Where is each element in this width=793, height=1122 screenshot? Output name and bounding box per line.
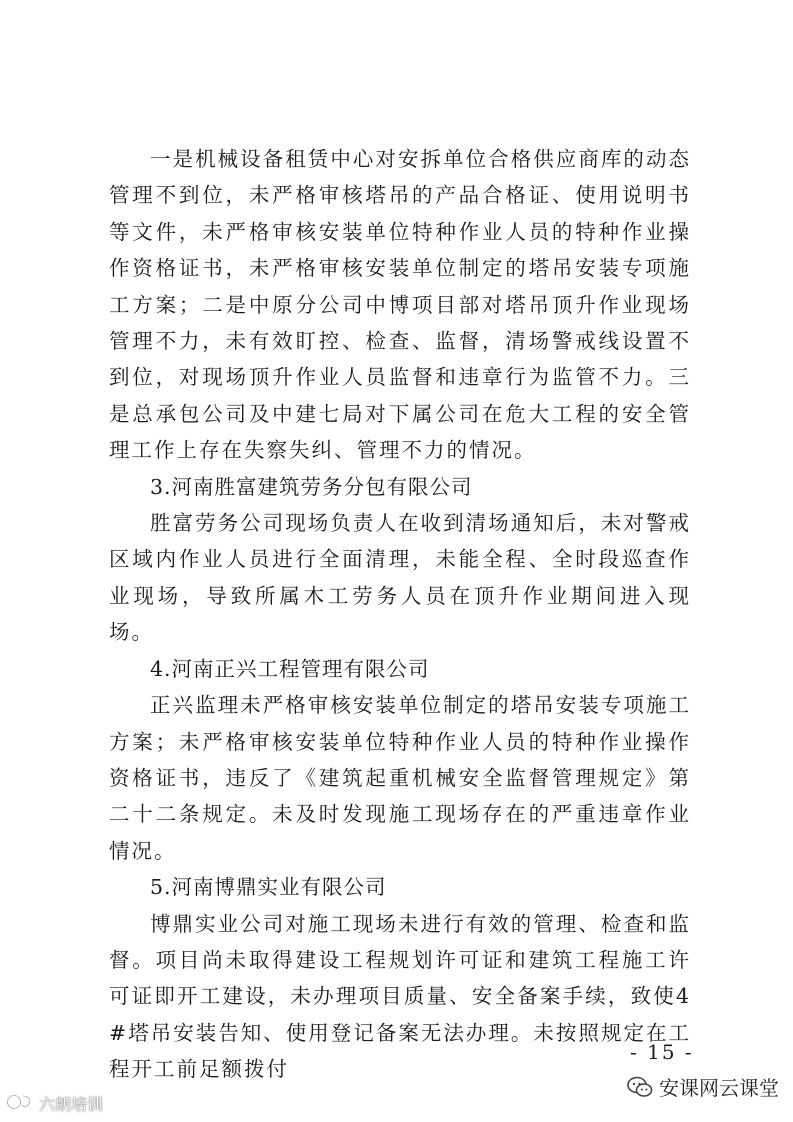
paragraph-3: 正兴监理未严格审核安装单位制定的塔吊安装专项施工方案；未严格审核安装单位特种作业人员的特种作业操作资格证书，违反了《建筑起重机械安全监督管理规定》第二十二条规定。未及时发现施工现场存在的严重违章作业情况。: [109, 693, 691, 863]
paragraph-4: 博鼎实业公司对施工现场未进行有效的管理、检查和监督。项目尚未取得建设工程规划许可证和建筑工程施工许可证即开工建设，未办理项目质量、安全备案手续，致使4#塔吊安装告知、使用登记备案无法办理。未按照规定在工程开工前足额拨付: [109, 911, 691, 1082]
watermark-logo-icon: [6, 1093, 36, 1115]
paragraph-1: 一是机械设备租赁中心对安拆单位合格供应商库的动态管理不到位，未严格审核塔吊的产品合格证、使用说明书等文件，未严格审核安装单位特种作业人员的特种作业操作资格证书，未严格审核安装单位制定的塔吊安装专项施工方案；二是中原分公司中博项目部对塔吊顶升作业现场管理不力，未有效盯控、检查、监督，清场警戒线设置不到位，对现场顶升作业人员监督和违章行为监管不力。三是总承包公司及中建七局对下属公司在危大工程的安全管理工作上存在失察失纠、管理不力的情况。: [109, 147, 691, 463]
section-heading-4: 4.河南正兴工程管理有限公司: [150, 656, 430, 681]
wechat-icon: [627, 1076, 653, 1098]
page-number: - 15 -: [630, 1040, 694, 1064]
watermark-left-text: 六朗培训: [39, 1095, 104, 1114]
section-heading-3: 3.河南胜富建筑劳务分包有限公司: [150, 474, 473, 499]
paragraph-2: 胜富劳务公司现场负责人在收到清场通知后，未对警戒区域内作业人员进行全面清理，未能全程、全时段巡查作业现场，导致所属木工劳务人员在顶升作业期间进入现场。: [109, 511, 691, 645]
document-body: [109, 141, 691, 1088]
watermark-right-text: 安课网云课堂: [659, 1076, 779, 1100]
section-heading-5: 5.河南博鼎实业有限公司: [150, 875, 387, 900]
watermark-left: [6, 1092, 103, 1115]
watermark-right: [627, 1072, 779, 1101]
